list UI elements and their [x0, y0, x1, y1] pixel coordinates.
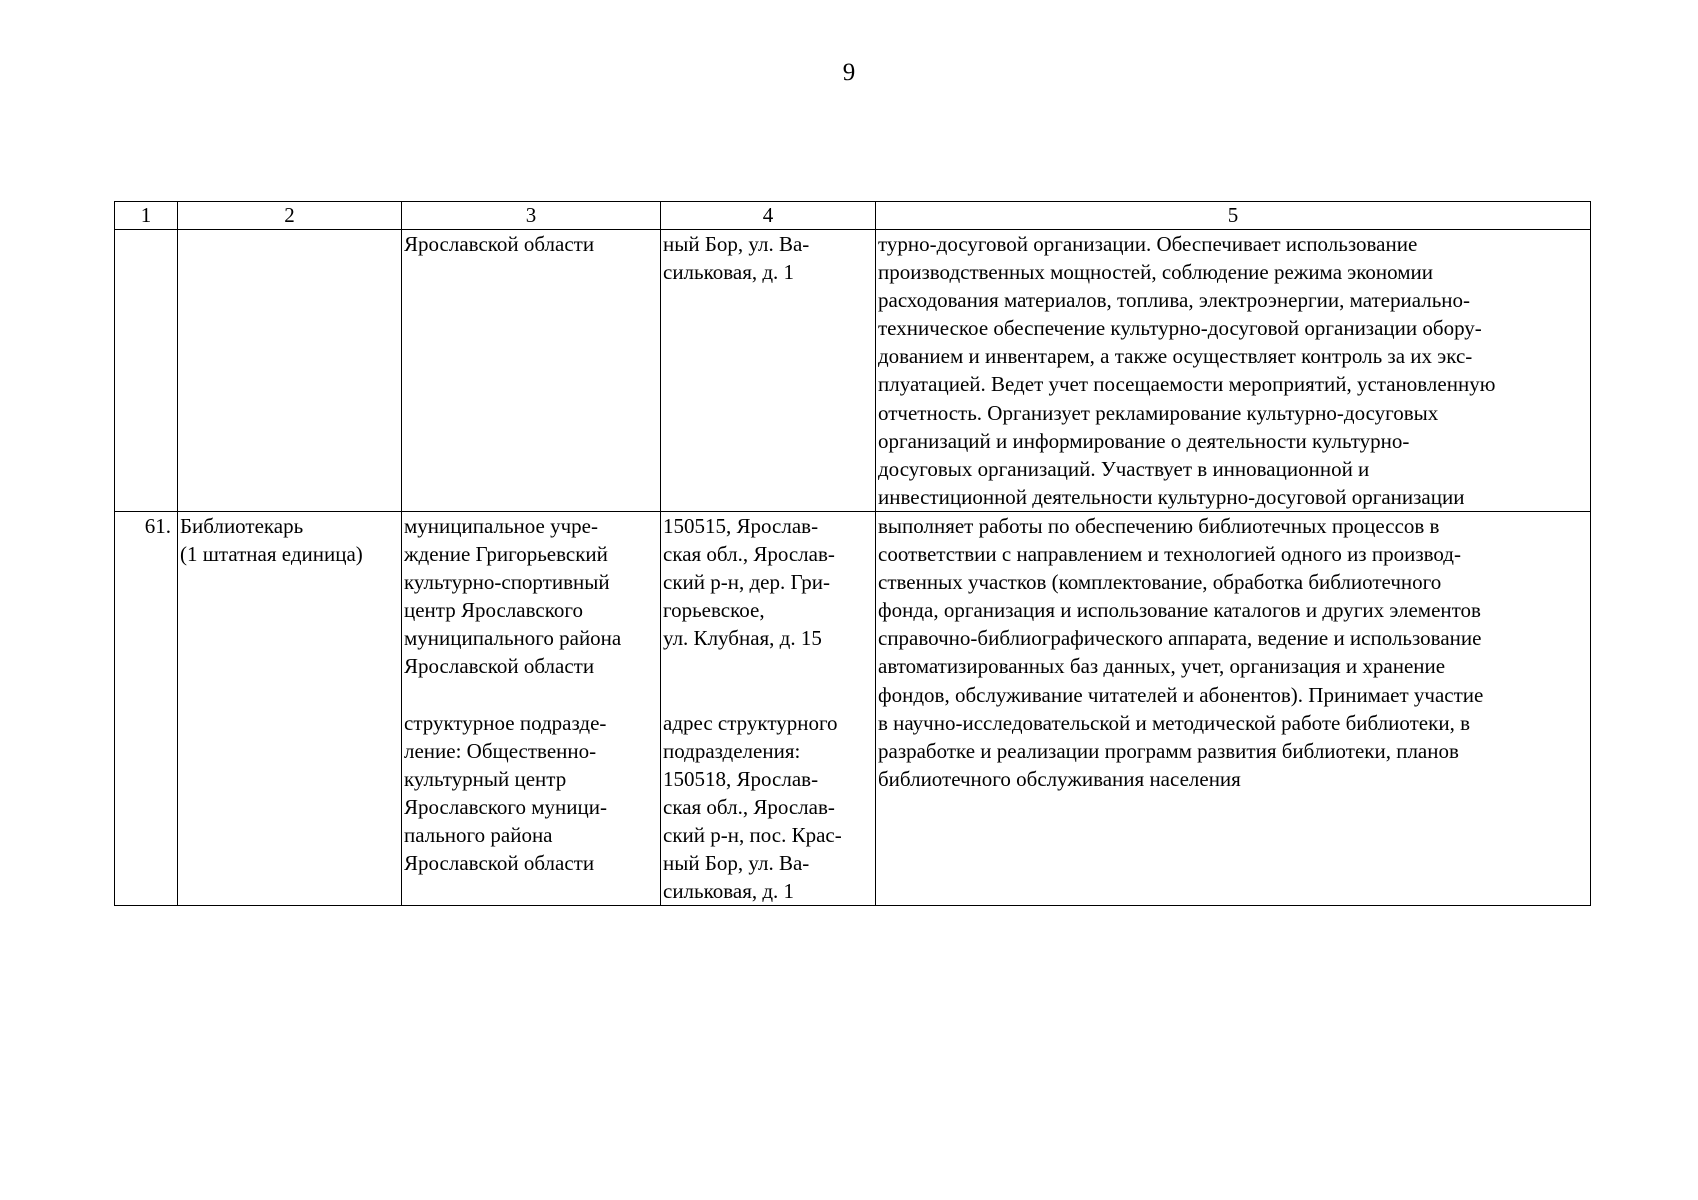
duties-line: организаций и информирование о деятельности культурно- [878, 428, 1410, 453]
subdivision-line: Ярославской области [404, 851, 595, 876]
paragraph-spacer [404, 681, 660, 709]
address-line: ский р-н, дер. Гри- [663, 570, 831, 595]
subdivision-address-line: адрес структурного [663, 710, 838, 735]
address-cell [661, 230, 876, 512]
duties-line: справочно-библиографического аппарата, ведение и использование [878, 626, 1482, 651]
row-number-cell [115, 230, 178, 512]
organization-line: муниципального района [404, 626, 622, 651]
duties-line: плуатацией. Ведет учет посещаемости мероприятий, установленную [878, 372, 1496, 397]
subdivision-line: Ярославского муници- [404, 794, 607, 819]
position-line: Библиотекарь [180, 513, 304, 538]
subdivision-address-line: ская обл., Ярослав- [663, 794, 835, 819]
duties-line: расходования материалов, топлива, электроэнергии, материально- [878, 288, 1471, 313]
duties-line: выполняет работы по обеспечению библиотечных процессов в [878, 513, 1440, 538]
duties-line: в научно-исследовательской и методической работе библиотеки, в [878, 710, 1470, 735]
duties-line: дованием и инвентарем, а также осуществляет контроль за их экс- [878, 344, 1473, 369]
duties-line: фонда, организация и использование каталогов и других элементов [878, 598, 1481, 623]
duties-line: досуговых организаций. Участвует в инновационной и [878, 456, 1370, 481]
address-line: горьевское, [663, 598, 765, 623]
duties-cell [876, 511, 1591, 905]
table-header-row [115, 202, 1591, 230]
column-header: 2 [178, 202, 402, 230]
paragraph-spacer [663, 652, 875, 708]
subdivision-line: ление: Общественно- [404, 738, 597, 763]
address-line: ул. Клубная, д. 15 [663, 626, 822, 651]
organization-line: муниципальное учре- [404, 513, 598, 538]
duties-line: техническое обеспечение культурно-досуговой организации обору- [878, 316, 1482, 341]
organization-line: Ярославской области [404, 654, 595, 679]
address-line: сильковая, д. 1 [663, 260, 795, 285]
duties-cell [876, 230, 1591, 512]
position-cell [178, 230, 402, 512]
position-cell [178, 511, 402, 905]
address-line: ская обл., Ярослав- [663, 542, 835, 567]
duties-line: библиотечного обслуживания населения [878, 766, 1241, 791]
organization-line: Ярославской области [404, 232, 595, 256]
subdivision-address-line: 150518, Ярослав- [663, 766, 819, 791]
organization-line: центр Ярославского [404, 598, 583, 623]
duties-line: разработке и реализации программ развития библиотеки, планов [878, 738, 1459, 763]
address-line: 150515, Ярослав- [663, 513, 819, 538]
column-header: 5 [876, 202, 1591, 230]
duties-line: автоматизированных баз данных, учет, организация и хранение [878, 654, 1446, 679]
subdivision-line: культурный центр [404, 766, 567, 791]
subdivision-address-line: ный Бор, ул. Ва- [663, 851, 810, 876]
page-number: 9 [842, 59, 856, 86]
column-header: 4 [661, 202, 876, 230]
duties-line: соответствии с направлением и технологией одного из производ- [878, 542, 1461, 567]
column-header: 1 [115, 202, 178, 230]
duties-line: фондов, обслуживание читателей и абонентов). Принимает участие [878, 682, 1484, 707]
duties-line: производственных мощностей, соблюдение режима экономии [878, 260, 1434, 285]
address-cell [661, 511, 876, 905]
organization-cell [402, 230, 661, 512]
address-line: ный Бор, ул. Ва- [663, 232, 810, 256]
staff-table [114, 201, 1591, 906]
duties-line: инвестиционной деятельности культурно-досуговой организации [878, 484, 1465, 509]
position-line: (1 штатная единица) [180, 542, 363, 567]
subdivision-address-line: сильковая, д. 1 [663, 879, 795, 904]
subdivision-line: пального района [404, 822, 553, 847]
subdivision-address-line: подразделения: [663, 738, 801, 763]
duties-line: турно-досуговой организации. Обеспечивает использование [878, 232, 1418, 256]
duties-line: ственных участков (комплектование, обработка библиотечного [878, 570, 1442, 595]
column-header: 3 [402, 202, 661, 230]
organization-line: культурно-спортивный [404, 570, 610, 595]
table-row [115, 230, 1591, 512]
organization-cell [402, 511, 661, 905]
table-row [115, 511, 1591, 905]
duties-line: отчетность. Организует рекламирование культурно-досуговых [878, 400, 1439, 425]
subdivision-address-line: ский р-н, пос. Крас- [663, 822, 842, 847]
row-number-cell: 61. [115, 511, 178, 905]
organization-line: ждение Григорьевский [404, 542, 608, 567]
subdivision-line: структурное подразде- [404, 710, 607, 735]
